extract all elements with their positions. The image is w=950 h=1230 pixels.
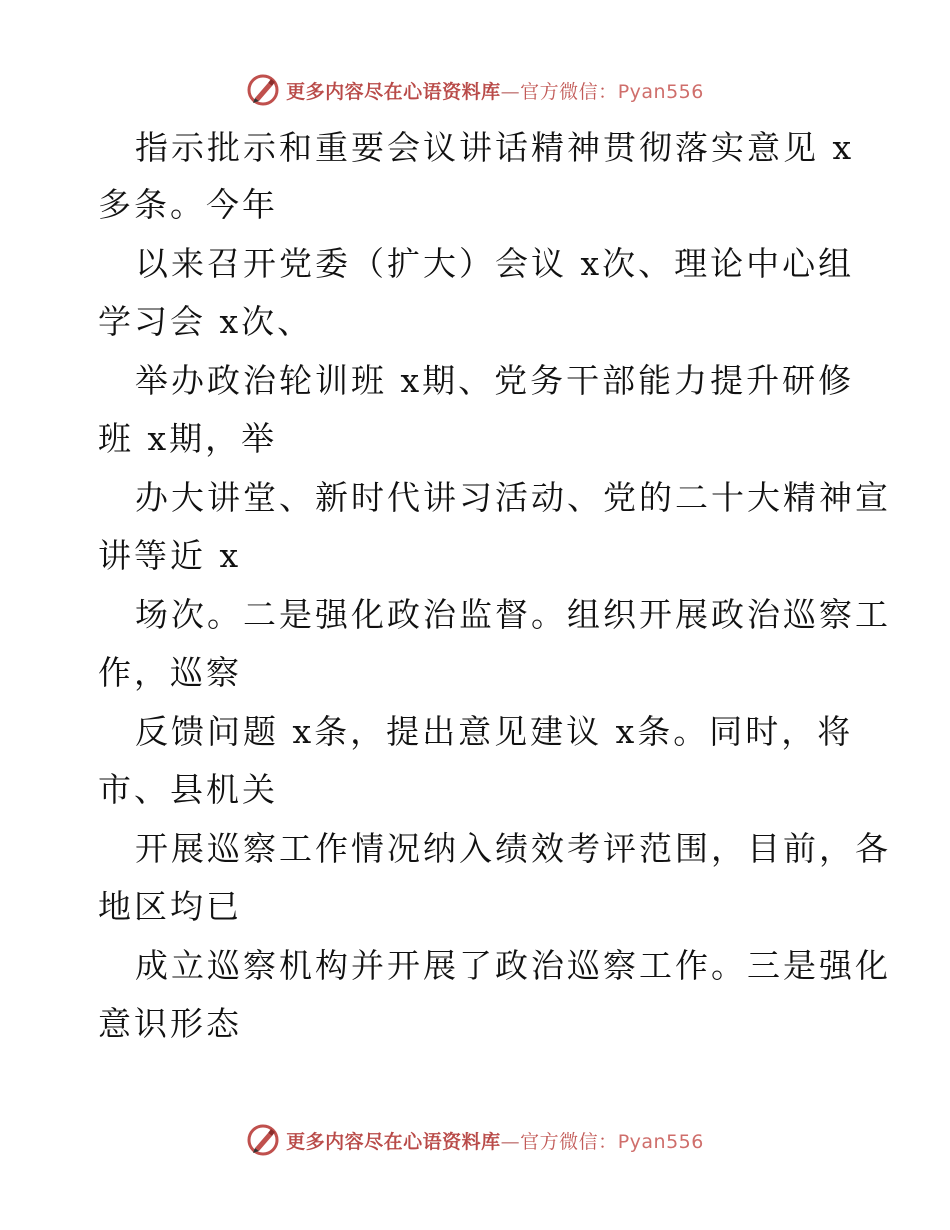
footer-banner: [0, 1120, 950, 1160]
pen-logo-icon: [246, 73, 280, 107]
text-line-4: 学习会 x次、: [98, 302, 314, 341]
text-line-15: 成立巡察机构并开展了政治巡察工作。三是强化: [135, 946, 891, 985]
text-line-6: 班 x期，举: [98, 419, 278, 458]
text-line-3: 以来召开党委（扩大）会议 x次、理论中心组: [135, 244, 855, 283]
text-line-1: 指示批示和重要会议讲话精神贯彻落实意见 x: [135, 128, 855, 167]
text-line-10: 作，巡察: [98, 653, 242, 692]
header-brand-text: 更多内容尽在心语资料库: [286, 80, 501, 103]
header-wechat-label: 官方微信：: [520, 80, 618, 103]
text-line-14: 地区均已: [98, 887, 242, 926]
footer-banner-content: [246, 1123, 704, 1157]
footer-brand-text: 更多内容尽在心语资料库: [286, 1130, 501, 1153]
footer-dash: —: [500, 1130, 521, 1153]
header-banner-text: [286, 77, 704, 104]
footer-banner-text: [286, 1127, 704, 1154]
header-wechat-account: Pyan556: [617, 80, 704, 103]
text-line-7: 办大讲堂、新时代讲习活动、党的二十大精神宣: [135, 478, 891, 517]
footer-wechat-label: 官方微信：: [520, 1130, 618, 1153]
header-banner: [0, 70, 950, 110]
text-line-11: 反馈问题 x条，提出意见建议 x条。同时，将: [135, 712, 854, 751]
text-line-12: 市、县机关: [98, 770, 278, 809]
text-line-2: 多条。今年: [98, 185, 278, 224]
text-line-9: 场次。二是强化政治监督。组织开展政治巡察工: [135, 595, 891, 634]
footer-wechat-account: Pyan556: [617, 1130, 704, 1153]
text-line-8: 讲等近 x: [98, 536, 242, 575]
header-banner-content: [246, 73, 704, 107]
header-dash: —: [500, 80, 521, 103]
text-line-16: 意识形态: [98, 1004, 242, 1043]
text-line-13: 开展巡察工作情况纳入绩效考评范围，目前，各: [135, 829, 891, 868]
pen-logo-icon: [246, 1123, 280, 1157]
text-line-5: 举办政治轮训班 x期、党务干部能力提升研修: [135, 361, 855, 400]
